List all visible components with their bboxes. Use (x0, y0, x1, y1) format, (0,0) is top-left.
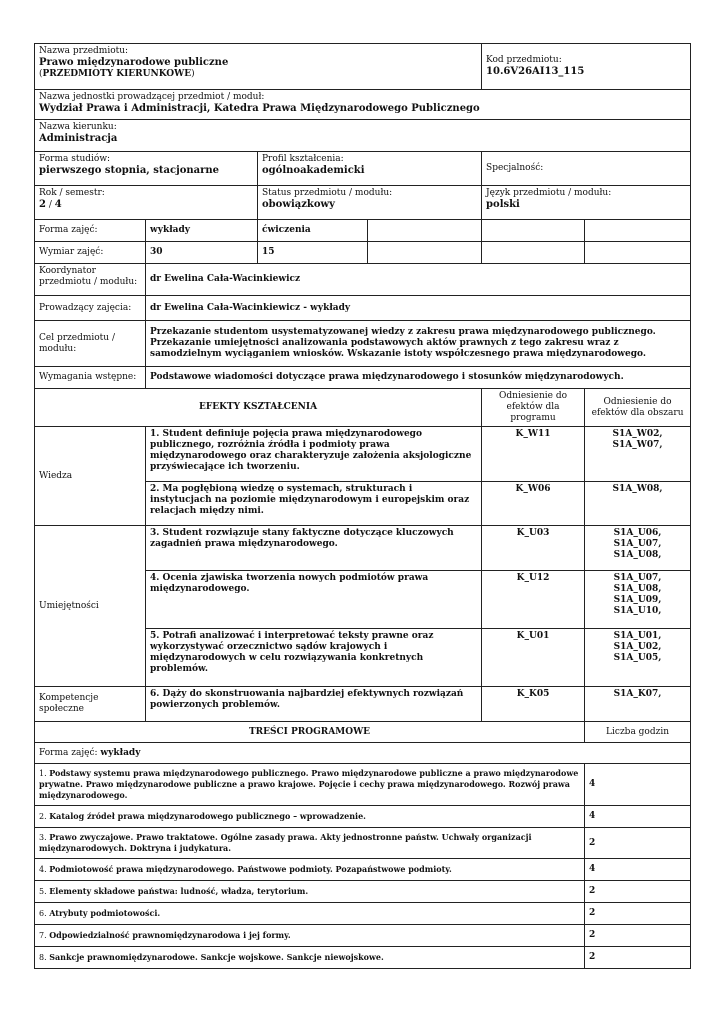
topic-text-6 (35, 903, 585, 925)
field-row (35, 120, 691, 152)
topic-hours-4: 4 (585, 859, 691, 881)
effect-area-1 (585, 427, 691, 482)
subject-type-close: ) (191, 69, 195, 79)
content-hours-header: Liczba godzin (585, 722, 691, 743)
content-form-row (35, 743, 691, 764)
topic-text-4 (35, 859, 585, 881)
teachers-value: dr Ewelina Cała-Wacinkiewicz - wykłady (146, 296, 691, 321)
topic-num-8: 8. (39, 953, 47, 962)
status-label: Status przedmiotu / modułu: (262, 188, 393, 198)
topic-text-3 (35, 828, 585, 859)
topic-hours-3: 2 (585, 828, 691, 859)
study-profile-value: ogólnoakademicki (262, 165, 365, 176)
effect-area-6 (585, 687, 691, 722)
topic-title-1: Podstawy systemu prawa międzynarodowego publicznego. Prawo międzynarodowe publiczne a prawo międzynarodowe prywatne. Prawo międzynarodowe publiczne a prawo krajowe. Pojęcie i cechy prawa międzynarodowego. Rozwój prawa międzynarodowego. (39, 768, 579, 800)
effect-program-4: K_U12 (482, 571, 585, 629)
hours-row (35, 242, 691, 264)
effect-text-4: 4. Ocenia zjawiska tworzenia nowych podmiotów prawa międzynarodowego. (146, 571, 482, 629)
effect-area-3-b: S1A_U07, (613, 539, 662, 549)
language-label: Język przedmiotu / modułu: (486, 188, 612, 198)
unit-label: Nazwa jednostki prowadzącej przedmiot / moduł: (39, 92, 265, 102)
topic-row-7 (35, 925, 691, 947)
content-form-label: Forma zajęć: (39, 747, 98, 758)
coordinator-value: dr Ewelina Cała-Wacinkiewicz (146, 264, 691, 296)
class-form-label: Forma zajęć: (35, 220, 146, 242)
study-form-label: Forma studiów: (39, 154, 111, 164)
semester-value: 4 (54, 199, 62, 210)
prereq-row (35, 367, 691, 389)
study-form-value: pierwszego stopnia, stacjonarne (39, 165, 220, 176)
coordinator-row (35, 264, 691, 296)
field-value: Administracja (39, 133, 118, 144)
effects-col-area: Odniesienie do efektów dla obszaru (585, 389, 691, 427)
class-form-3 (368, 220, 482, 242)
prereq-value: Podstawowe wiadomości dotyczące prawa międzynarodowego i stosunków międzynarodowych. (146, 367, 691, 389)
year-row (35, 186, 691, 220)
topic-num-4: 4. (39, 865, 47, 874)
topic-row-3 (35, 828, 691, 859)
topic-row-1 (35, 764, 691, 806)
effect-area-3 (585, 526, 691, 571)
subject-type-value: PRZEDMIOTY KIERUNKOWE (42, 69, 192, 79)
hours-3 (368, 242, 482, 264)
class-form-4 (482, 220, 585, 242)
topic-hours-7: 2 (585, 925, 691, 947)
topic-title-2: Katalog źródeł prawa międzynarodowego publicznego – wprowadzenie. (49, 811, 366, 821)
content-header-row (35, 722, 691, 743)
goal-label: Cel przedmiotu / modułu: (35, 321, 146, 367)
class-form-5 (585, 220, 691, 242)
unit-cell (35, 90, 691, 120)
effect-area-5-b: S1A_U02, (613, 642, 662, 652)
study-profile-label: Profil kształcenia: (262, 154, 344, 164)
subject-row (35, 44, 691, 90)
subject-name: Prawo międzynarodowe publiczne (39, 57, 229, 68)
hours-4 (482, 242, 585, 264)
effect-area-6-a: S1A_K07, (613, 689, 662, 699)
teachers-row (35, 296, 691, 321)
effect-row-1 (35, 427, 691, 482)
effect-area-4-b: S1A_U08, (613, 584, 662, 594)
year-separator: / (45, 200, 55, 210)
field-label: Nazwa kierunku: (39, 122, 117, 132)
effect-row-6 (35, 687, 691, 722)
effect-program-6: K_K05 (482, 687, 585, 722)
effect-text-6: 6. Dąży do skonstruowania najbardziej efektywnych rozwiązań powierzonych problemów. (146, 687, 482, 722)
effect-area-5-c: S1A_U05, (613, 653, 662, 663)
effect-area-1-a: S1A_W02, (612, 429, 663, 439)
effect-area-4 (585, 571, 691, 629)
hours-2: 15 (258, 242, 368, 264)
subject-code: 10.6V26AI13_115 (486, 66, 585, 77)
topic-text-1 (35, 764, 585, 806)
effect-program-2: K_W06 (482, 482, 585, 526)
topic-title-4: Podmiotowość prawa międzynarodowego. Państwowe podmioty. Pozapaństwowe podmioty. (49, 864, 452, 874)
effect-area-3-c: S1A_U08, (613, 550, 662, 560)
topic-hours-1: 4 (585, 764, 691, 806)
status-cell (258, 186, 482, 220)
effects-col-program: Odniesienie do efektów dla programu (482, 389, 585, 427)
specialty-cell (482, 152, 691, 186)
goal-row (35, 321, 691, 367)
topic-row-2 (35, 806, 691, 828)
class-form-2: ćwiczenia (258, 220, 368, 242)
topic-text-8 (35, 947, 585, 969)
hours-1: 30 (146, 242, 258, 264)
topic-num-1: 1. (39, 769, 47, 778)
year-value: 2 (39, 199, 46, 210)
subject-name-cell (35, 44, 482, 90)
umiejetnosci-label: Umiejętności (35, 526, 146, 687)
topic-text-2 (35, 806, 585, 828)
topic-num-2: 2. (39, 812, 47, 821)
unit-row (35, 90, 691, 120)
year-cell (35, 186, 258, 220)
topic-row-6 (35, 903, 691, 925)
topic-hours-8: 2 (585, 947, 691, 969)
effect-area-2 (585, 482, 691, 526)
kompetencje-label: Kompetencje społeczne (35, 687, 146, 722)
topic-num-3: 3. (39, 833, 47, 842)
content-form-cell (35, 743, 691, 764)
effect-text-3: 3. Student rozwiązuje stany faktyczne dotyczące kluczowych zagadnień prawa międzynarodowego. (146, 526, 482, 571)
effect-area-4-d: S1A_U10, (613, 606, 662, 616)
effect-program-1: K_W11 (482, 427, 585, 482)
topic-num-5: 5. (39, 887, 47, 896)
topic-title-3: Prawo zwyczajowe. Prawo traktatowe. Ogólne zasady prawa. Akty jednostronne państw. Uchwały organizacji międzynarodowych. Doktryna i judykatura. (39, 832, 532, 853)
effect-program-5: K_U01 (482, 629, 585, 687)
effect-program-3: K_U03 (482, 526, 585, 571)
subject-code-cell (482, 44, 691, 90)
specialty-label: Specjalność: (486, 163, 544, 173)
class-form-row (35, 220, 691, 242)
wiedza-label: Wiedza (35, 427, 146, 526)
subject-type-open: ( (39, 69, 43, 79)
topic-num-7: 7. (39, 931, 47, 940)
language-cell (482, 186, 691, 220)
effect-area-5-a: S1A_U01, (613, 631, 662, 641)
effect-area-3-a: S1A_U06, (613, 528, 662, 538)
effect-area-1-b: S1A_W07, (612, 440, 663, 450)
effect-area-4-a: S1A_U07, (613, 573, 662, 583)
subject-name-label: Nazwa przedmiotu: (39, 46, 129, 56)
content-form-value: wykłady (100, 747, 141, 758)
course-syllabus-table (34, 43, 691, 969)
effect-text-2: 2. Ma pogłębioną wiedzę o systemach, strukturach i instytucjach na poziomie międzynarodowym i europejskim oraz relacjach między nimi. (146, 482, 482, 526)
effects-header-row (35, 389, 691, 427)
unit-value: Wydział Prawa i Administracji, Katedra Prawa Międzynarodowego Publicznego (39, 103, 480, 114)
hours-5 (585, 242, 691, 264)
hours-label: Wymiar zajęć: (35, 242, 146, 264)
effects-header: EFEKTY KSZTAŁCENIA (35, 389, 482, 427)
topic-text-7 (35, 925, 585, 947)
topic-text-5 (35, 881, 585, 903)
effect-area-5 (585, 629, 691, 687)
prereq-label: Wymagania wstępne: (35, 367, 146, 389)
content-header: TREŚCI PROGRAMOWE (35, 722, 585, 743)
study-row (35, 152, 691, 186)
topic-row-4 (35, 859, 691, 881)
study-form-cell (35, 152, 258, 186)
topic-title-8: Sankcje prawnomiędzynarodowe. Sankcje wojskowe. Sankcje niewojskowe. (49, 952, 384, 962)
teachers-label: Prowadzący zajęcia: (35, 296, 146, 321)
study-profile-cell (258, 152, 482, 186)
field-cell (35, 120, 691, 152)
topic-hours-2: 4 (585, 806, 691, 828)
effect-area-4-c: S1A_U09, (613, 595, 662, 605)
coordinator-label: Koordynator przedmiotu / modułu: (35, 264, 146, 296)
topic-row-5 (35, 881, 691, 903)
year-semester (39, 199, 253, 211)
effect-area-2-a: S1A_W08, (612, 484, 663, 494)
subject-type (39, 69, 477, 80)
topic-title-7: Odpowiedzialność prawnomiędzynarodowa i jej formy. (49, 930, 291, 940)
class-form-1: wykłady (146, 220, 258, 242)
goal-value: Przekazanie studentom usystematyzowanej wiedzy z zakresu prawa międzynarodowego publicznego. Przekazanie umiejętności analizowania podstawowych aktów prawnych z tego zakresu wraz z samodzielnym wyciąganiem wniosków. Wskazanie istoty współczesnego prawa międzynarodowego. (146, 321, 691, 367)
effect-row-3 (35, 526, 691, 571)
year-label: Rok / semestr: (39, 188, 105, 198)
topic-title-6: Atrybuty podmiotowości. (49, 908, 161, 918)
topic-num-6: 6. (39, 909, 47, 918)
topic-title-5: Elementy składowe państwa: ludność, władza, terytorium. (49, 886, 309, 896)
status-value: obowiązkowy (262, 199, 335, 210)
effect-text-5: 5. Potrafi analizować i interpretować teksty prawne oraz wykorzystywać orzecznictwo sądów krajowych i międzynarodowych w celu rozwiązywania konkretnych problemów. (146, 629, 482, 687)
language-value: polski (486, 199, 520, 210)
subject-code-label: Kod przedmiotu: (486, 55, 562, 65)
topic-hours-5: 2 (585, 881, 691, 903)
topic-hours-6: 2 (585, 903, 691, 925)
topic-row-8 (35, 947, 691, 969)
effect-text-1: 1. Student definiuje pojęcia prawa międzynarodowego publicznego, rozróżnia źródła i podmioty prawa międzynarodowego oraz charakteryzuje założenia aksjologiczne przyświecające ich tworzeniu. (146, 427, 482, 482)
